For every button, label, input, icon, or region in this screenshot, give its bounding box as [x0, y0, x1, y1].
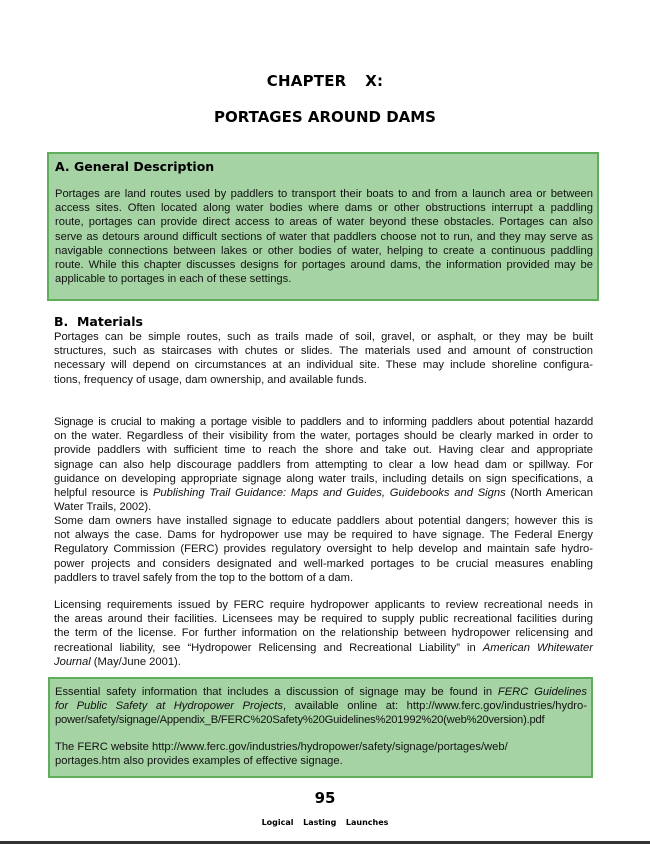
text-run: helpful resource is [54, 487, 153, 500]
text-line: Licensing requirements issued by FERC require hydropower applicants to review recreational needs in [54, 599, 593, 611]
text-line: provide paddlers with sufficient time to reach the shore and take out. Having clear and appropriate [54, 444, 593, 457]
chapter-label: CHAPTER X: [266, 72, 384, 90]
dam-owners-paragraph [54, 514, 593, 585]
text-run: (North American [505, 487, 593, 500]
page-number: 95 [314, 789, 336, 807]
text-line: applicable to portages in each of these settings. [55, 273, 292, 286]
text-line: route. While this chapter discusses designs for portages around dams, the information provided may be [55, 259, 593, 272]
text-line: not always the case. Dams for hydropower use may be required to have signage. The Federal Energy [54, 529, 593, 542]
text-line [54, 486, 593, 500]
text-line: tions, frequency of usage, dam ownership, and available funds. [54, 373, 367, 386]
text-line: navigable connections between lakes or other bodies of water, helping to create a continuous paddling [55, 244, 593, 257]
text-line: power projects and considers designated and well-marked portages to be crucial measures enabling [54, 557, 593, 570]
text-line: the areas around their facilities. Licensees may be required to supply public recreational facilities during [54, 613, 593, 626]
page-title: PORTAGES AROUND DAMS [214, 108, 436, 126]
publication-title: Journal [54, 655, 91, 668]
section-a-paragraph [55, 187, 593, 286]
text-line: access sites. Often located along water bodies where dams or other obstructions interrupt a paddling [55, 202, 593, 215]
text-line: Some dam owners have installed signage to educate paddlers about potential dangers; however this is [54, 515, 593, 527]
text-line: guidance on developing appropriate signage along water trails, including details on sign specifications, a [54, 472, 593, 485]
licensing-paragraph [54, 598, 593, 669]
text-line: route, portages can provide direct access to areas of water beyond these obstacles. Portages can also [55, 216, 593, 229]
text-line: Regulatory Commission (FERC) provides regulatory oversight to help develop and maintain safe hydro- [54, 543, 593, 556]
signage-paragraph [54, 415, 593, 514]
publication-title: FERC Guidelines [497, 686, 587, 698]
text-line [54, 641, 593, 655]
text-line: Portages can be simple routes, such as trails made of soil, gravel, or asphalt, or they may be built [54, 331, 593, 343]
text-line [55, 699, 587, 713]
footer-book-title: Logical Lasting Launches [261, 818, 389, 827]
text-run: (May/June 2001). [90, 655, 181, 668]
general-description-box [47, 152, 599, 301]
text-line [54, 655, 593, 669]
url-text: The FERC website http://www.ferc.gov/industries/hydropower/safety/signage/portages/web/ [55, 741, 508, 753]
materials-paragraph-1 [54, 330, 593, 387]
text-run: Essential safety information that includes a discussion of signage may be found in [55, 686, 498, 698]
text-line [55, 685, 587, 699]
text-line: Water Trails, 2002). [54, 501, 152, 514]
url-text: power/safety/signage/Appendix_B/FERC%20Safety%20Guidelines%201992%20(web%20version).pdf [55, 714, 545, 727]
section-b-heading: B. Materials [54, 314, 143, 329]
text-line: paddlers to travel safely from the top to the bottom of a dam. [54, 571, 354, 584]
text-line: serve as detours around difficult sections of water that paddlers choose not to run, and they may serve as [55, 230, 593, 243]
text-line: necessary will depend on circumstances at an individual site. These may include shoreline configura- [54, 359, 593, 372]
ferc-guidelines-note [55, 685, 587, 728]
section-a-heading: A. General Description [55, 159, 215, 174]
resources-callout-box [48, 677, 593, 778]
text-line: the term of the license. For further information on the relationship between hydropower relicensing and [54, 627, 593, 640]
text-line: Signage is crucial to making a portage visible to paddlers and to informing paddlers about potential hazardd [54, 416, 593, 428]
text-line: on the water. Regardless of their visibility from the water, portages should be clearly marked in order to [54, 430, 593, 443]
text-run: recreational liability, see “Hydropower Relicensing and Recreational Liability” in [54, 641, 483, 654]
url-text: , available online at: http://www.ferc.gov/industries/hydro- [282, 700, 587, 713]
publication-title: for Public Safety at Hydropower Projects [55, 700, 283, 713]
text-line: portages.htm also provides examples of effective signage. [55, 755, 343, 768]
publication-title: Publishing Trail Guidance: Maps and Guides, Guidebooks and Signs [152, 487, 506, 500]
ferc-website-note [55, 740, 587, 768]
text-line: Portages are land routes used by paddlers to transport their boats to and from a launch area or between [55, 188, 593, 200]
text-line: structures, such as staircases with chutes or slides. The materials used and amount of construction [54, 345, 593, 358]
publication-title: American Whitewater [482, 641, 593, 654]
text-line: signage can also help discourage paddlers from attempting to clear a low head dam or spillway. For [54, 458, 593, 471]
